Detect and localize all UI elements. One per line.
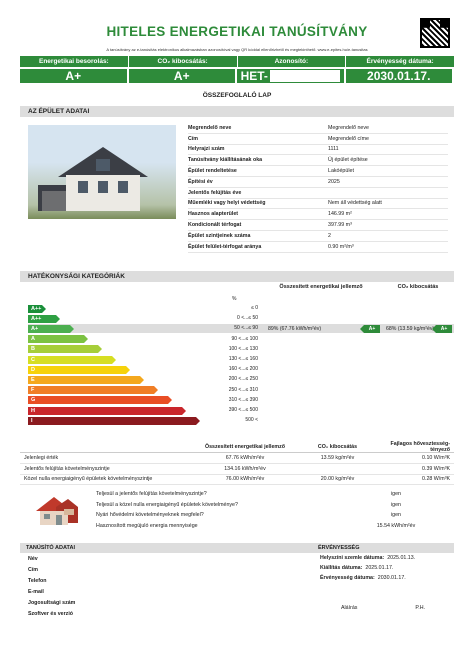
category-bar: G (28, 396, 168, 404)
category-row (28, 304, 42, 313)
energy-marker-value: 89% (67.76 kWh/m²év) (268, 326, 322, 333)
validity-row (312, 553, 454, 563)
certifier-field: Jogosultsági szám (28, 599, 76, 606)
info-key: Cím (188, 135, 199, 142)
check-row (96, 491, 436, 500)
category-bar: I (28, 417, 196, 425)
req-cell: 0.28 W/m³K (422, 476, 450, 483)
value-validity: 2030.01.17. (346, 69, 455, 83)
info-key: Tanúsítvány kiállításának oka (188, 157, 263, 164)
category-bar: C (28, 356, 112, 364)
info-row (188, 220, 448, 231)
validity-value: 2025.01.13. (387, 555, 416, 562)
garage-door-shape (42, 191, 68, 211)
bottom-section (20, 543, 454, 619)
categories-section-title (20, 271, 454, 282)
window-shape (98, 181, 108, 193)
info-value: 1111 (328, 146, 339, 153)
validity-key: Kiállítás dátuma: (320, 565, 363, 572)
categories-title-text: HATÉKONYSÁGI KATEGÓRIÁK (28, 273, 125, 280)
certifier-field: E-mail (28, 588, 44, 595)
summary-labels (20, 56, 454, 67)
requirements-table (20, 442, 454, 485)
signature-area (312, 605, 454, 611)
category-row (28, 396, 168, 405)
req-cell: 134.16 kWh/m²év (224, 465, 266, 472)
certifier-field: Szoftver és verzió (28, 610, 74, 617)
check-answer: igen (390, 491, 401, 498)
col-co2-header: CO₂ kibocsátás (397, 284, 439, 290)
req-cell: 13.59 kg/m²év (320, 454, 355, 461)
validity-row (312, 563, 454, 573)
validity-title: ÉRVÉNYESSÉG (312, 543, 454, 553)
check-answer: igen (390, 512, 401, 519)
label-co2: CO₂ kibocsátás: (129, 56, 238, 67)
category-bar: A+ (28, 325, 70, 333)
category-row (28, 335, 84, 344)
category-range: 250 <...≤ 310 (228, 386, 258, 393)
req-cell: Jelenlegi érték (24, 454, 59, 461)
info-row (188, 188, 448, 199)
info-value: 0.90 m²/m³ (328, 243, 354, 250)
house-icon (34, 493, 80, 529)
category-range: 130 <...≤ 160 (228, 356, 258, 362)
info-row (188, 155, 448, 166)
requirements-header (20, 442, 454, 453)
category-row (28, 365, 126, 374)
building-section (20, 117, 454, 267)
category-bar: F (28, 386, 154, 394)
validity-row (312, 573, 454, 583)
category-bar: E (28, 376, 140, 384)
info-value: 2025 (328, 178, 340, 185)
building-info-table (188, 123, 448, 253)
co2-marker: A+ (436, 325, 452, 333)
info-row (188, 177, 448, 188)
info-value: 397.99 m³ (328, 222, 352, 229)
info-row (188, 145, 448, 156)
info-row (188, 166, 448, 177)
certifier-section (20, 543, 312, 619)
redacted-id-box (270, 70, 340, 82)
window-shape (78, 181, 88, 193)
category-row (28, 355, 112, 364)
info-row (188, 134, 448, 145)
category-range: 90 <...≤ 100 (231, 335, 258, 342)
validity-rows (312, 553, 454, 583)
info-value: Lakóépület (328, 168, 354, 175)
category-range: 310 <...≤ 390 (228, 396, 258, 403)
info-key: Hasznos alapterület (188, 211, 239, 218)
req-cell: 76.00 kWh/m²év (225, 476, 265, 483)
certifier-field: Telefon (28, 577, 47, 584)
category-bar: H (28, 407, 182, 415)
check-row (96, 502, 436, 511)
certificate-subtitle: A tanúsítvány az e-tanúsítás elektronikus alkalmazásban azonosítóval vagy QR kóddal ellenőrizhető és megtekinthető. www.e-epites.hu/e-tanusitas (106, 47, 368, 52)
category-bar: A (28, 335, 84, 343)
signature-label: Aláírás (340, 605, 358, 612)
category-bar: B (28, 345, 98, 353)
req-header-1: Összesített energetikai jellemző (204, 444, 286, 450)
info-key: Jelentős felújítás éve (188, 189, 242, 196)
category-row (28, 375, 140, 384)
req-cell: 0.39 W/m³K (422, 465, 450, 472)
label-validity: Érvényesség dátuma: (366, 58, 434, 65)
validity-key: Helyszíni szemle dátuma: (320, 555, 385, 562)
req-cell: 0.10 W/m³K (422, 454, 450, 461)
summary-values (20, 67, 454, 83)
category-row (28, 406, 182, 415)
id-prefix: HET- (240, 69, 268, 83)
req-cell: 67.76 kWh/m²év (225, 454, 265, 461)
info-key: Kondicionált térfogat (188, 222, 242, 229)
value-id (237, 69, 346, 83)
check-row (96, 523, 436, 532)
energy-marker: A+ (364, 325, 380, 333)
info-value: Új épület építése (328, 157, 368, 164)
info-value: 2 (328, 232, 331, 239)
check-answer: igen (390, 501, 401, 508)
validity-value: 2030.01.17. (377, 575, 406, 582)
efficiency-chart (20, 282, 454, 442)
table-row (20, 453, 454, 464)
req-cell: 20.00 kg/m²év (320, 476, 355, 483)
req-cell: Jelentős felújítás követelményszintje (24, 465, 110, 472)
category-row (28, 345, 98, 354)
co2-marker-value: 68% (13.59 kg/m²év) (386, 326, 435, 333)
check-question: Hasznosított megújuló energia mennyisége (96, 522, 198, 529)
certificate-title: HITELES ENERGETIKAI TANÚSÍTVÁNY (106, 24, 368, 39)
validity-key: Érvényesség dátuma: (320, 575, 375, 582)
compliance-checks (20, 491, 454, 539)
info-key: Megrendelő neve (188, 124, 232, 131)
check-question: Teljesül a jelentős felújítás követelményszintje? (96, 491, 207, 498)
validity-value: 2025.01.17. (365, 565, 394, 572)
info-key: Építési év (188, 178, 213, 185)
certificate-page (20, 14, 454, 619)
req-cell: Közel nulla energiaigényű épületek követelményszintje (24, 476, 153, 483)
header (20, 14, 454, 56)
info-row (188, 123, 448, 134)
summary-title: ÖSSZEFOGLALÓ LAP (202, 92, 272, 99)
pct-label: % (232, 296, 237, 302)
category-bar: A++ (28, 305, 42, 313)
category-range: 100 <...≤ 130 (228, 345, 258, 352)
category-range: 0 <...≤ 50 (237, 315, 258, 322)
category-range: 390 <...≤ 500 (228, 407, 258, 413)
check-answer: 15.54 kWh/m²év (376, 522, 416, 529)
certifier-title: TANÚSÍTÓ ADATAI (20, 543, 312, 553)
req-header-3: Fajlagos hővesztesség-tényező (390, 441, 450, 453)
info-value: Nem áll védettség alatt (328, 200, 382, 207)
label-energy-class: Energetikai besorolás: (20, 56, 129, 67)
validity-section (312, 543, 454, 619)
window-shape (118, 181, 128, 193)
category-range: 50 <...≤ 90 (234, 325, 258, 332)
category-range: 160 <...≤ 200 (228, 366, 258, 373)
certifier-rows (20, 553, 312, 619)
info-key: Épület szintjeinek száma (188, 232, 251, 239)
info-row (188, 242, 448, 253)
value-energy-class: A+ (20, 69, 129, 83)
info-key: Műemléki vagy helyi védettség (188, 200, 266, 207)
info-value: Megrendelő neve (328, 124, 369, 131)
category-range: 200 <...≤ 250 (228, 376, 258, 383)
window-shape (96, 159, 110, 171)
building-photo (28, 125, 176, 219)
info-row (188, 199, 448, 210)
info-key: Épület felület-térfogat aránya (188, 243, 262, 250)
certifier-field: Cím (28, 566, 39, 573)
requirements-rows (20, 453, 454, 485)
value-co2: A+ (129, 69, 238, 83)
category-row (28, 314, 56, 323)
col-energy-header: Összesített energetikai jellemző (279, 284, 363, 290)
table-row (20, 475, 454, 486)
category-bar: A++ (28, 315, 56, 323)
label-id: Azonosító: (238, 56, 347, 67)
category-row (28, 386, 154, 395)
category-range: 500 < (245, 417, 258, 424)
info-row (188, 209, 448, 220)
info-value: Megrendelő címe (328, 135, 369, 142)
info-row (188, 231, 448, 242)
check-question: Nyári hővédelmi követelményeknek megfelel? (96, 512, 204, 519)
check-question: Teljesül a közel nulla energiaigényű épületek követelménye? (96, 501, 238, 508)
category-bar: D (28, 366, 126, 374)
certifier-field: Név (28, 555, 38, 562)
category-row (28, 416, 196, 425)
check-row (96, 512, 436, 521)
building-section-title: AZ ÉPÜLET ADATAI (20, 106, 454, 117)
stamp-label: P.H. (415, 605, 426, 612)
category-row (28, 324, 70, 333)
req-header-2: CO₂ kibocsátás (317, 444, 358, 450)
table-row (20, 464, 454, 475)
qr-code-icon[interactable] (420, 18, 450, 48)
info-key: Helyrajzi szám (188, 146, 225, 153)
category-range: ≤ 0 (251, 305, 258, 311)
info-key: Épület rendeltetése (188, 168, 237, 175)
info-value: 146.99 m² (328, 211, 352, 218)
